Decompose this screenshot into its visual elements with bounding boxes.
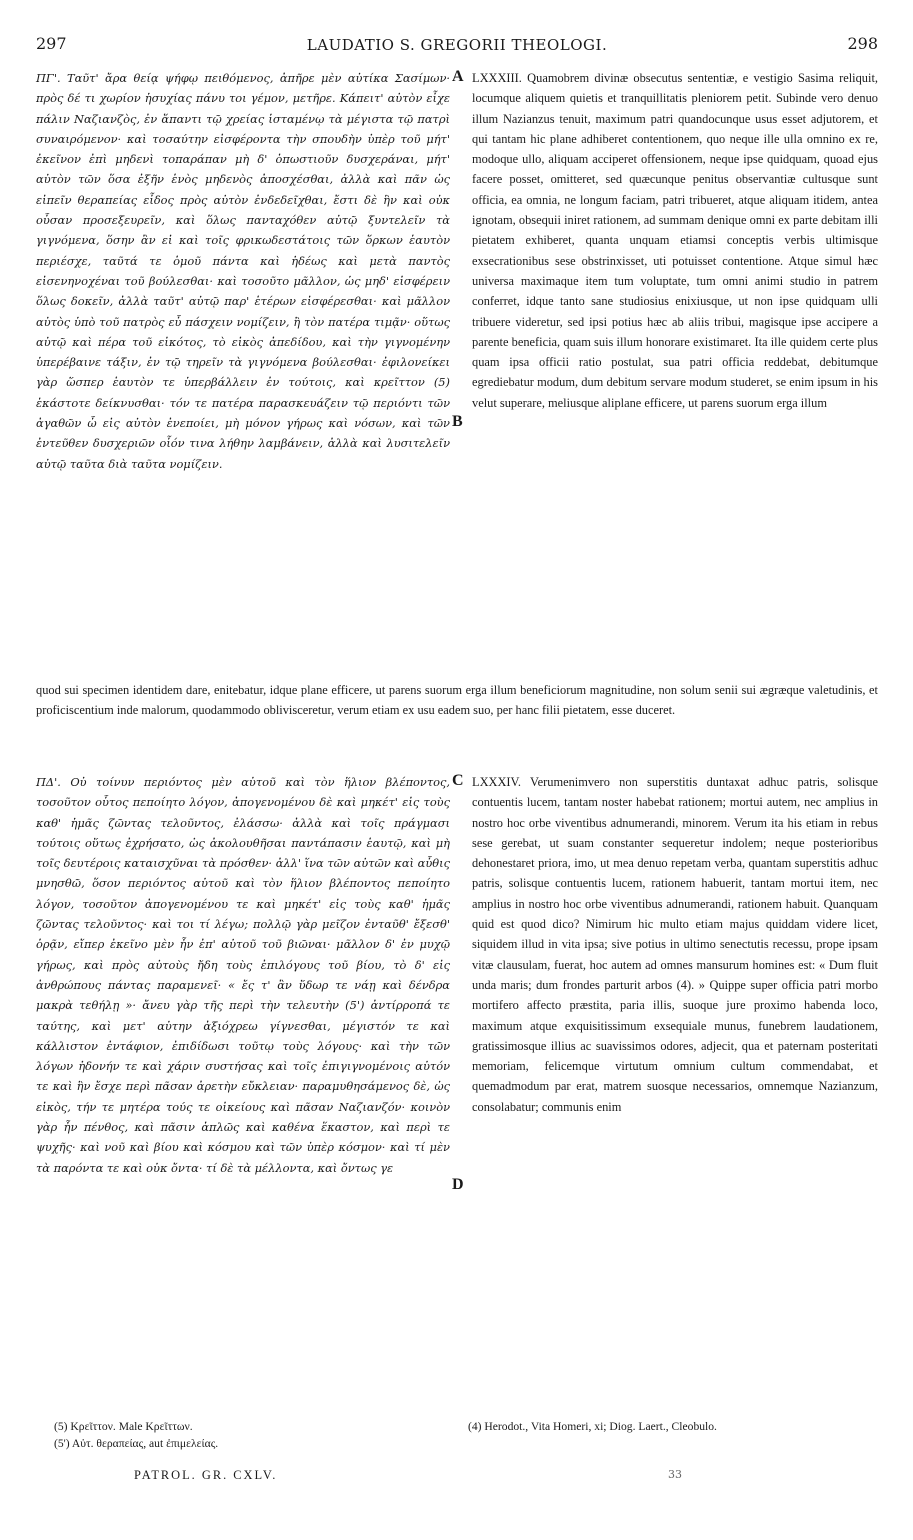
volume-signature: PATROL. GR. CXLV.: [134, 1468, 278, 1482]
greek-column-section-84: ΠΔ'. Οὐ τοίνυν περιόντος μὲν αὐτοῦ καὶ τὸν ἥλιον βλέποντος, τοσοῦτον οὗτος πεποίητο λόγον, ἀπογενομένου δὲ καὶ μηκέτ' εἰς τοὺς καθ' ἡμᾶς ζῶντας τελοῦντος, ἐλάσσω· ἀλλὰ καὶ τοῖς πράγμασι τούτοις οὕτως ἐχρήσατο, ὡς ἀκολουθῆσαι παντάπασιν ἑαυτῷ, καὶ μὴ τοῖς δευτέροις καταισχῦναι τὰ πρόσθεν· ἀλλ' ἵνα τῶν αὐτῶν καὶ αὖθις μνησθῶ, ὅσον περιόντος αὐτοῦ καὶ τὸν ἥλιον βλέποντος πεποίητο λόγον, τοσοῦτον ἀπογενομένου τε καὶ μηκέτ' εἰς τοὺς καθ' ἡμᾶς ζῶντας τελοῦντος· καὶ τοι τί λέγω; πολλῷ γὰρ μεῖζον ἐνταῦθ' ἔξεσθ' ὁρᾷν, εἴπερ ἐκεῖνο μὲν ἦν ἐπ' αὐτοῦ τοῦ βιῶναι· μᾶλλον δ' ἐν μυχῷ γήρως, καὶ πρὸς αὐτοὺς ἤδη τοὺς ἐπιλόγους τοῦ βίου, τὸ δ' εἰς ἀνθρώπους πάντας παραμενεῖ· « ἔς τ' ἂν ὕδωρ τε νάῃ καὶ δένδρα μακρὰ τεθήλῃ »· ἄνευ γὰρ τῆς περὶ τὴν τελευτὴν (5') ἀντίρροπά τε ταύτης, καὶ μετ' αὐτην ἀξιόχρεω γίγνεσθαι, μέγιστόν τε καὶ κάλλιστον ἐντάφιον, ἐπιδίδωσι τοῦτῳ τοὺς λόγους· καὶ τὴν τῶν λόγων ἡδονήν τε καὶ χάριν συστήσας καὶ τοῖς ἐπιγιγνομένοις αὐτόν τε καὶ ἣν ἔσχε περὶ πᾶσαν ἀρετὴν εὔκλειαν· παραμυθησάμενος δὲ, ὡς εἰκὸς, τήν τε μητέρα τούς τε οἰκείους καὶ πᾶσαν Ναζιανζόν· κοινὸν γὰρ ἦν πένθος, καὶ πᾶσιν ἁπλῶς καὶ καθένα ἕκαστον, καὶ περὶ τε ψυχῆς· καὶ νοῦ καὶ βίου καὶ κόσμου καὶ τῶν ὑπὲρ κόσμον· καὶ τί μὲν τὰ παρόντα τε καὶ οὐκ ὄντα· τί δὲ τὰ μέλλοντα, καὶ ὄντως γε: [36, 775, 450, 1175]
footnotes-left: (5) Κρεῖττον. Male Κρεῖττων. (5') Αὐτ. θεραπείας, aut ἐπιμελείας.: [54, 1420, 219, 1450]
marker-a: A: [452, 68, 464, 85]
latin-column-section-84: LXXXIV. Verumenimvero non superstitis duntaxat adhuc patris, solisque contuentis lucem, tantam noster habebat rationem; mortui autem, nec amplius in nostro hoc orbe viventibus adnumerandi, minorem. Verum ita his etiam in rebus sese gerebat, ut suam constanter sequeretur indolem; neque posterioribus dehonestaret priora, imo, ut mea denuo repetam verba, quantam superstitis adhuc patris, solisque contuentis lucem, rationem habuerit, tantam mortui item, nec amplius in nostro hoc orbe viventibus adnumerandi, rationem habuit. Quanquam quid est quod dico? Nimirum hic multo etiam majus quiddam videre licet, siquidem illud in vita ipsa; sive potius in ultimo senectutis recessu, prope ipsam vitæ clausulam, fuerat, hoc autem ad omnes mansurum homines est: « Dum fluit unda maris; dum frondes parturit arbos (4). » Quippe super officia patri morbo mortifero affecto præstita, paria illis, suoque jure proximo habenda loco, maximum atque exquisitissimum exsequiale munus, funebrem laudationem, gratissimosque illius ac suavissimos odores, adjecit, qua et paternam posteritati memoriam, felicemque virtutum omnium cultum commendabat, et quemadmodum par erat, matrem suosque necessarios, omnemque Nazianzum, consolabatur; communis enim: [472, 775, 878, 1114]
spanning-latin-text: quod sui specimen identidem dare, enitebatur, idque plane efficere, ut parens suorum erga illum beneficiorum magnitudine, non solum senii sui ægræque valetudinis, et proficiscentium inde malorum, quodammodo oblivisceretur, verum etiam ex usu eadem suo, per hanc filii pietatem, esse duceret.: [36, 683, 878, 718]
greek-column-section-83: ΠΓ'. Ταῦτ' ἄρα θείᾳ ψήφῳ πειθόμενος, ἀπῆρε μὲν αὐτίκα Σασίμων· πρὸς δέ τι χωρίον ἡσυχίας πάνυ τοι γέμον, μετῆρε. Κάπειτ' αὐτὸν εἶχε πάλιν Ναζιανζὸς, ἐν ἅπαντι τῷ χρείας ἱσταμένῳ τὰ μέγιστα τῷ πατρὶ συναιρόμενον· καὶ τοσαύτην εἰσφέροντα τὴν σπουδὴν ὑπὲρ τοῦ μήτ' ἐκεῖνον ἐπὶ μηδενὶ τοπαράπαν μὴ δ' ὁπωστιοῦν δυσχεράναι, μήτ' αὐτὸν τῶν ὅσα ἐξῆν ἑνὸς μηδενὸς ἀποσχέσθαι, ἀλλὰ καὶ πᾶν ὡς εἰπεῖν θεραπείας εἶδος πρὸς αὐτὸν ἐνδεδεῖχθαι, ἔστι δὲ ἣν καὶ οὐκ οὖσαν προσεξευρεῖν, καὶ ὅλως πανταχόθεν αὐτῷ ξυντελεῖν τὰ γιγνόμενα, ὅσην ἂν εἰ καὶ τοῖς φρικωδεστάτοις τῶν ὅρκων ἑαυτὸν περιέσχε, ταῦτά τε ὁμοῦ πάντα καὶ ἡδέως καὶ μετὰ παντὸς εἰσενηνοχέναι τοῦ βούλεσθαι· καὶ τοσοῦτο μᾶλλον, ὡς μηδ' εἰσφέρειν ὅλως δοκεῖν, ἀλλὰ ταῦτ' αὐτῷ παρ' ἑτέρων εἰσφέρεσθαι· καὶ μᾶλλον αὐτὸς ὑπὸ τοῦ πατρὸς εὖ πάσχειν νομίζειν, ἢ τὸν πατέρα τιμᾷν· οὕτως αὐτῷ καὶ πέρα τοῦ εἰκότος, τὸ εἰκὸς ἀπεδίδου, καὶ τὴν γιγνομένην ὑπερέβαινε τάξιν, ἐν τῷ τηρεῖν τὰ γιγνόμενα βούλεσθαι· ἐφιλονείκει γὰρ ὥσπερ ἑαυτὸν τε ὑπερβάλλειν ἐν τούτοις, καὶ κρεῖττον (5) ἑκάστοτε δείκνυσθαι· τόν τε πατέρα παρασκευάζειν τῷ περιόντι τῶν ἀγαθῶν ὧ εἰς αὐτὸν ἐνεποίει, μὴ μόνον γήρως καὶ νόσων, καὶ τῶν ἐντεῦθεν δυσχεριῶν οἷόν τινα λήθην λαμβάνειν, ἀλλὰ καὶ λυσιτελεῖν αὐτῷ ταῦτα διὰ ταῦτα νομίζειν.: [36, 71, 450, 471]
running-header: [36, 34, 878, 56]
footnotes-right: (4) Herodot., Vita Homeri, xi; Diog. Laert., Cleobulo.: [468, 1420, 717, 1433]
signature-mark: 33: [668, 1468, 682, 1481]
marker-c: C: [452, 772, 464, 789]
page-number-right: 298: [847, 34, 878, 53]
marker-d: D: [452, 1176, 464, 1193]
page-number-left: 297: [36, 34, 67, 53]
marker-b: B: [452, 413, 463, 430]
latin-column-section-83: LXXXIII. Quamobrem divinæ obsecutus sententiæ, e vestigio Sasima reliquit, locumque aliquem quietis et tranquillitatis pleniorem petit. Subinde vero denuo illum Nazianzus tenuit, maximum patri quandocunque usus esset adjutorem, et qui tantam hic plane adhiberet contentionem, quo neque ille ulla omnino ex re, modoque ullo, aliquam acciperet offensionem, neque ipse quidquam, quoad ejus facere posset, omitteret, sed quæcunque penitus observantiæ cultusque sunt officia, ea omnia, ne longum faciam, patri tribueret, atque aliquam itidem, antea ignotam, obsequii iniret rationem, ad summam denique omni ex parte debitam illi pietatem exhiberet, quanta unquam etiamsi conceptis verbis ultimisque exsecrationibus sese obstrinxisset, uti potuisset contentione. Atque simul hæc universa maximaque item tum voluptate, tum omni animi studio in patrem conferret, idque tanto sane studiosius enixiusque, ut non ipse quidquam ulli tribuere videretur, sed ipsi potius hæc ab aliis tribui, magisque ipse accipere a parente beneficia, quam suis illum honorare existimaret. Ita ille quidem certe plus quam ipsa officii ratio postulat, sua patri officia reddebat, debitumque egrediebatur modum, dum debitum servare modum studeret, se enim ipsum in his velut superare, meliusque aliplane efficere, ut parens suorum erga illum: [472, 71, 878, 410]
running-title: LAUDATIO S. GREGORII THEOLOGI.: [306, 36, 608, 54]
